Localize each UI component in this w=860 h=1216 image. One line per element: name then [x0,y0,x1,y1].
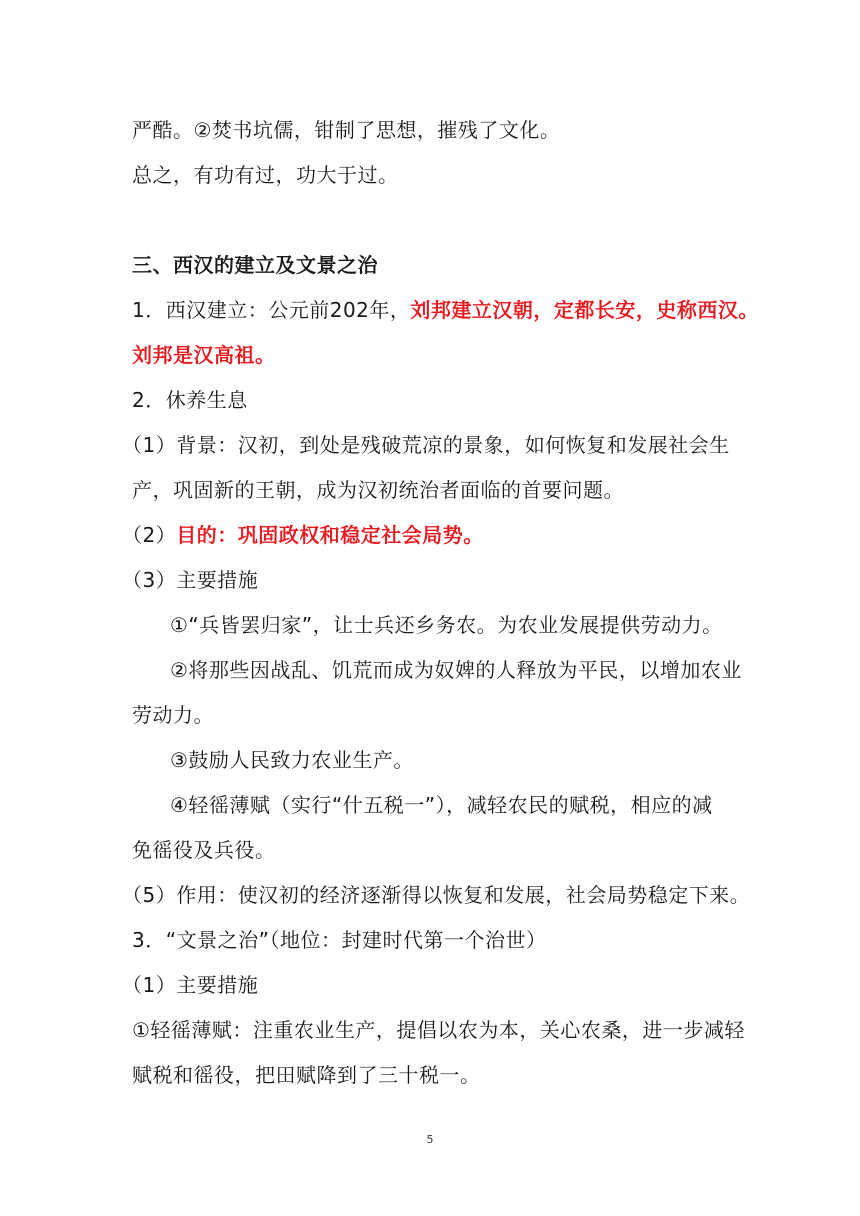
text-line: （1）主要措施 [122,973,259,997]
text-line [132,342,276,368]
subsection-title: 2．休养生息 [132,388,248,412]
text-normal: （2） [122,523,177,547]
text-highlight-red: 刘邦是汉高祖。 [132,343,276,367]
text-line: 免徭役及兵役。 [132,838,276,862]
subsection-title: 3．“文景之治”（地位：封建时代第一个治世） [132,928,547,952]
text-line: 劳动力。 [132,703,214,727]
text-line: ①轻徭薄赋：注重农业生产，提倡以农为本，关心农桑，进一步减轻 [132,1018,745,1042]
text-highlight-red: 目的：巩固政权和稳定社会局势。 [176,523,484,547]
text-line: （5）作用：使汉初的经济逐渐得以恢复和发展，社会局势稳定下来。 [122,883,751,907]
text-normal: 1．西汉建立：公元前202年， [132,298,411,322]
list-item: ④轻徭薄赋（实行“什五税一”），减轻农民的赋税，相应的减 [170,793,713,817]
list-item: ③鼓励人民致力农业生产。 [170,748,414,772]
list-item: ②将那些因战乱、饥荒而成为奴婢的人释放为平民，以增加农业 [170,658,742,682]
text-line [132,297,759,323]
text-line [122,522,484,548]
text-line: 总之，有功有过，功大于过。 [132,163,399,187]
text-highlight-red: 刘邦建立汉朝，定都长安，史称西汉。 [410,298,759,322]
text-line: 严酷。②焚书坑儒，钳制了思想，摧残了文化。 [132,118,561,142]
text-line: （1）背景：汉初，到处是残破荒凉的景象，如何恢复和发展社会生 [122,433,730,457]
section-heading: 三、西汉的建立及文景之治 [132,253,378,277]
text-line: 赋税和徭役，把田赋降到了三十税一。 [132,1063,481,1087]
text-line: （3）主要措施 [122,568,259,592]
text-line: 产，巩固新的王朝，成为汉初统治者面临的首要问题。 [132,478,624,502]
list-item: ①“兵皆罢归家”，让士兵还乡务农。为农业发展提供劳动力。 [170,613,723,637]
page-number: 5 [426,1133,434,1146]
